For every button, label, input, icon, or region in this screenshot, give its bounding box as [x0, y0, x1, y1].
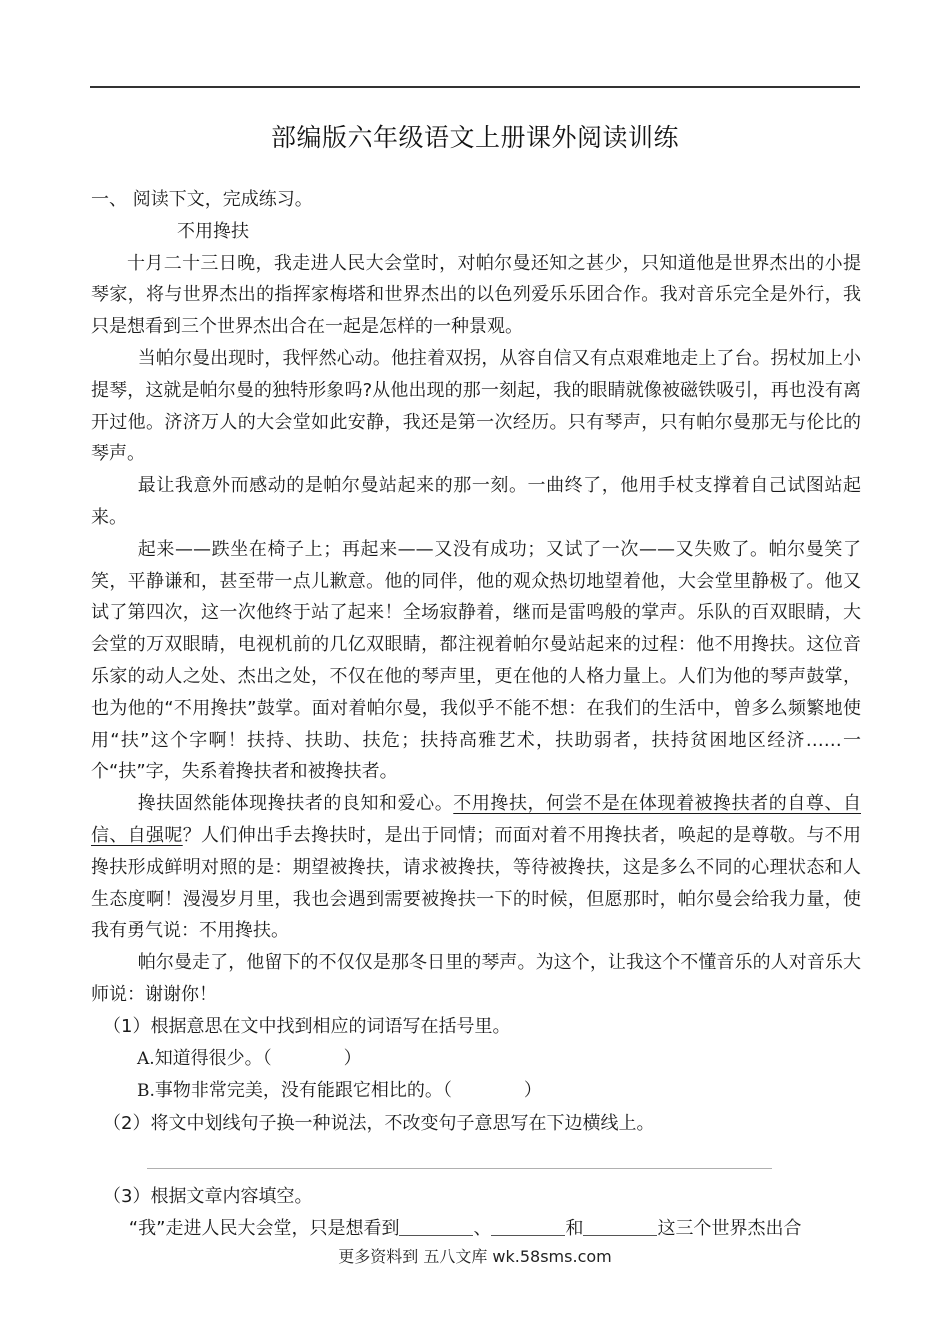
underlined-sentence: 不用搀扶，何尝不是在体现着被搀扶者的自尊、自信、自强呢	[91, 793, 861, 846]
header-rule	[90, 86, 860, 88]
question-1-b-text: 事物非常完美，没有能跟它相比的。（ ）	[154, 1080, 542, 1102]
fill-text-end: 这三个世界杰出合	[657, 1217, 802, 1239]
page-title: 部编版六年级语文上册课外阅读训练	[270, 123, 679, 152]
paragraph-5	[91, 788, 861, 947]
footer-source: 更多资料到 五八文库 wk.58sms.com	[338, 1247, 612, 1266]
option-letter-a: A.	[137, 1048, 155, 1069]
paragraph-6: 帕尔曼走了，他留下的不仅仅是那冬日里的琴声。为这个，让我这个不懂音乐的人对音乐大师说：谢谢你！	[91, 952, 861, 1005]
fill-separator-1: 、	[473, 1217, 492, 1239]
question-2: （2）将文中划线句子换一种说法，不改变句子意思写在下边横线上。	[103, 1113, 655, 1135]
question-1-a	[91, 1043, 861, 1076]
answer-line[interactable]	[147, 1148, 772, 1169]
paragraph-3: 最让我意外而感动的是帕尔曼站起来的那一刻。一曲终了，他用手杖支撑着自己试图站起来。	[91, 475, 861, 528]
question-3-fill-line	[91, 1213, 861, 1245]
document-body	[91, 184, 861, 1245]
question-3: （3）根据文章内容填空。	[103, 1185, 313, 1207]
paragraph-5-rest: ？人们伸出手去搀扶时，是出于同情；而面对着不用搀扶者，唤起的是尊敬。与不用搀扶形成鲜明对照的是：期望被搀扶，请求被搀扶，等待被搀扶，这是多么不同的心理状态和人生态度啊！漫漫岁月里，我也会遇到需要被搀扶一下的时候，但愿那时，帕尔曼会给我力量，使我有勇气说：不用搀扶。	[91, 824, 862, 942]
paragraph-2: 当帕尔曼出现时，我怦然心动。他拄着双拐，从容自信又有点艰难地走上了台。拐杖加上小提琴，这就是帕尔曼的独特形象吗?从他出现的那一刻起，我的眼睛就像被磁铁吸引，再也没有离开过他。济济万人的大会堂如此安静，我还是第一次经历。只有琴声，只有帕尔曼那无与伦比的琴声。	[91, 347, 861, 465]
fill-blank-2[interactable]	[491, 1217, 565, 1236]
paragraph-4: 起来——跌坐在椅子上；再起来——又没有成功；又试了一次——又失败了。帕尔曼笑了笑，平静谦和，甚至带一点儿歉意。他的同伴，他的观众热切地望着他，大会堂里静极了。他又试了第四次，这一次他终于站了起来！全场寂静着，继而是雷鸣般的掌声。乐队的百双眼睛，大会堂的万双眼睛，电视机前的几亿双眼睛，都注视着帕尔曼站起来的过程：他不用搀扶。这位音乐家的动人之处、杰出之处，不仅在他的琴声里，更在他的人格力量上。人们为他的琴声鼓掌，也为他的“不用搀扶”鼓掌。面对着帕尔曼，我似乎不能不想：在我们的生活中，曾多么频繁地使用“扶”这个字啊！扶持、扶助、扶危；扶持高雅艺术，扶助弱者，扶持贫困地区经济……一个“扶”字，失系着搀扶者和被搀扶者。	[91, 538, 861, 783]
question-1: （1）根据意思在文中找到相应的词语写在括号里。	[103, 1015, 511, 1037]
option-letter-b: B.	[137, 1081, 155, 1102]
section-heading: 一、 阅读下文，完成练习。	[91, 189, 313, 210]
question-1-a-text: 知道得很少。（ ）	[154, 1047, 362, 1069]
question-1-b	[91, 1075, 861, 1108]
paragraph-5-start: 搀扶固然能体现搀扶者的良知和爱心。	[137, 793, 454, 815]
fill-blank-1[interactable]	[399, 1217, 473, 1236]
fill-separator-2: 和	[565, 1217, 584, 1239]
paragraph-1: 十月二十三日晚，我走进人民大会堂时，对帕尔曼还知之甚少，只知道他是世界杰出的小提琴家，将与世界杰出的指挥家梅塔和世界杰出的以色列爱乐乐团合作。我对音乐完全是外行，我只是想看到三个世界杰出合在一起是怎样的一种景观。	[91, 252, 861, 338]
story-title: 不用搀扶	[177, 220, 249, 242]
fill-blank-3[interactable]	[583, 1217, 657, 1236]
fill-text-start: “我”走进人民大会堂，只是想看到	[128, 1217, 400, 1239]
